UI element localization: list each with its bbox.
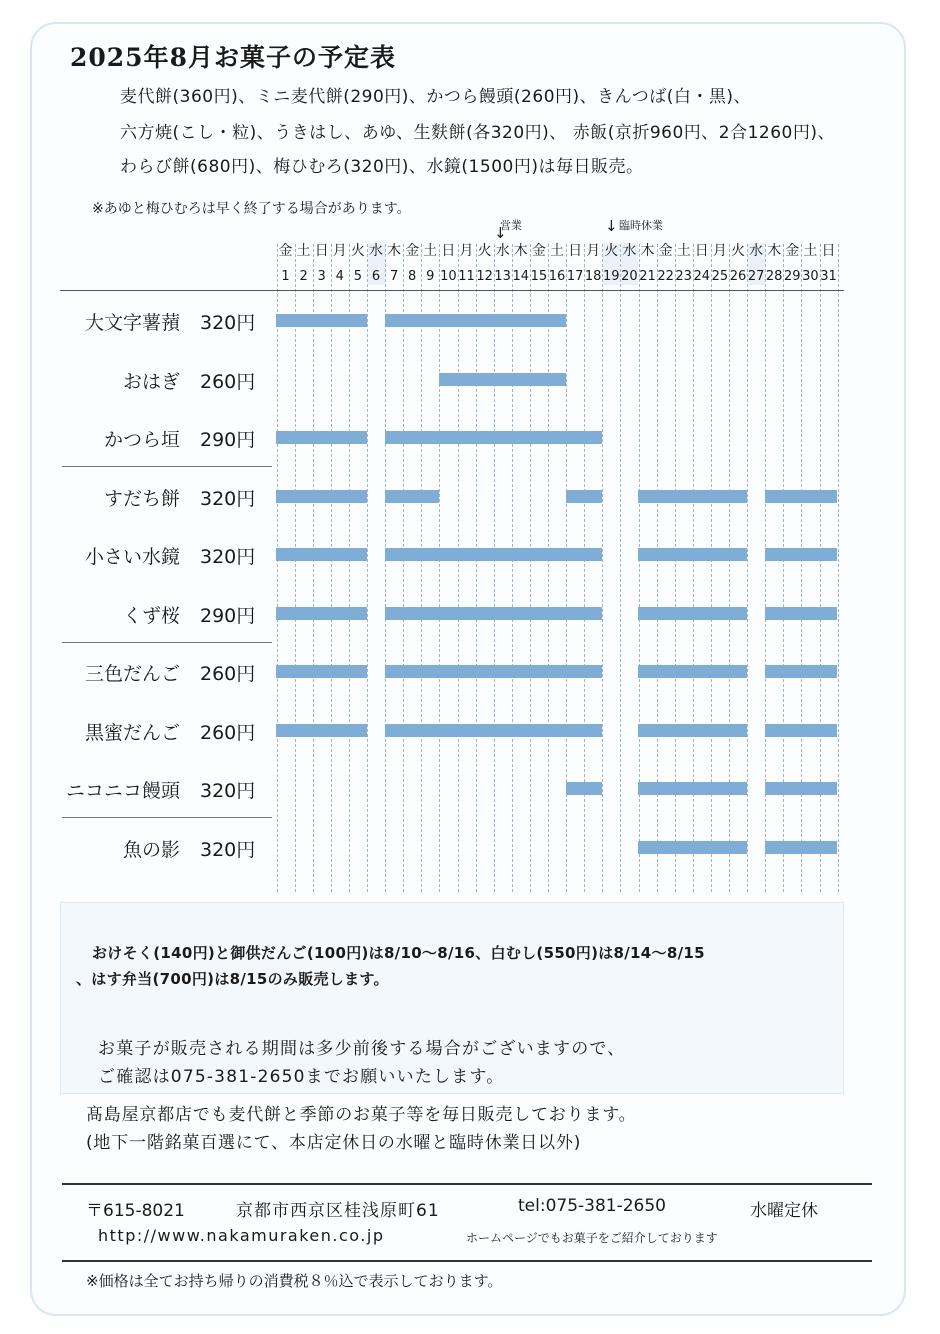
header-rule <box>60 290 844 291</box>
weekday-label: 木 <box>767 243 782 259</box>
item-name: ニコニコ饅頭 <box>65 780 180 802</box>
weekday-label: 金 <box>405 243 420 259</box>
weekday-label: 金 <box>658 243 673 259</box>
availability-bar <box>638 607 747 620</box>
day-number: 26 <box>729 269 747 284</box>
day-number: 31 <box>820 269 837 284</box>
item-name: 小さい水鏡 <box>84 546 180 568</box>
day-header-12 <box>476 243 493 285</box>
special-items-line-1: おけそく(140円)と御供だんご(100円)は8/10～8/16、白むし(550円)は8/14～8/15 <box>92 944 705 962</box>
day-number: 24 <box>693 269 711 284</box>
availability-bar <box>765 724 837 737</box>
notice-line-2: ご確認は075-381-2650までお願いいたします。 <box>98 1067 505 1087</box>
availability-bar <box>385 548 602 561</box>
day-number: 11 <box>458 269 475 284</box>
footer-bottom-rule <box>62 1260 872 1262</box>
day-header-8 <box>404 243 421 285</box>
holiday-note: 水曜定休 <box>750 1201 818 1221</box>
day-grid-line <box>331 244 332 892</box>
weekday-label: 金 <box>278 243 293 259</box>
availability-bar <box>765 548 837 561</box>
day-number: 25 <box>711 269 729 284</box>
day-header-1 <box>277 243 294 285</box>
weekday-label: 土 <box>550 243 564 259</box>
weekday-label: 日 <box>314 243 329 259</box>
daily-items-line-1: 麦代餅(360円)、ミニ麦代餅(290円)、かつら饅頭(260円)、きんつば(白・黒)、 <box>120 87 752 107</box>
availability-bar <box>566 490 602 503</box>
takashimaya-line-2: (地下一階銘菓百選にて、本店定休日の水曜と臨時休業日以外) <box>86 1133 582 1153</box>
day-header-31 <box>820 243 837 285</box>
availability-bar <box>638 841 747 854</box>
item-price: 260円 <box>200 663 256 685</box>
day-header-23 <box>675 243 692 285</box>
day-number: 22 <box>657 269 674 284</box>
day-number: 13 <box>494 269 511 284</box>
day-number: 17 <box>566 269 584 284</box>
day-grid-line <box>494 244 495 892</box>
daily-items-line-2: 六方焼(こし・粒)、うきはし、あゆ、生麩餅(各320円)、 赤飯(京折960円、2合1260円)、 <box>120 123 835 143</box>
weekday-label: 金 <box>785 243 800 259</box>
day-header-9 <box>422 243 439 285</box>
day-number: 15 <box>530 269 548 284</box>
availability-bar <box>765 665 837 678</box>
day-header-10 <box>440 243 457 285</box>
day-grid-line <box>747 244 748 892</box>
item-price: 320円 <box>200 312 256 334</box>
availability-bar <box>276 724 367 737</box>
item-name: 大文字薯蕷 <box>84 312 180 334</box>
availability-bar <box>385 314 566 327</box>
day-grid-line <box>439 244 440 892</box>
weekday-label: 日 <box>694 243 709 259</box>
availability-bar <box>276 607 367 620</box>
closed-flag-arrow-icon: ↓ <box>605 217 618 235</box>
availability-bar <box>439 373 566 386</box>
day-grid-line <box>838 244 839 892</box>
availability-bar <box>385 490 439 503</box>
weekday-label: 金 <box>531 243 546 259</box>
group-divider <box>62 817 272 818</box>
availability-bar <box>566 782 602 795</box>
day-header-19 <box>603 243 620 285</box>
item-price: 320円 <box>200 546 256 568</box>
tax-note: ※価格は全てお持ち帰りの消費税８％込で表示しております。 <box>86 1272 503 1290</box>
availability-bar <box>638 490 747 503</box>
day-number: 7 <box>389 269 399 284</box>
day-header-14 <box>512 243 529 285</box>
weekday-label: 火 <box>731 243 745 259</box>
availability-bar <box>638 782 747 795</box>
day-header-7 <box>386 243 403 285</box>
day-header-22 <box>657 243 674 285</box>
day-number: 23 <box>675 269 692 284</box>
day-header-26 <box>730 243 747 285</box>
group-divider <box>62 642 272 643</box>
day-header-3 <box>313 243 330 285</box>
availability-bar <box>276 665 367 678</box>
special-items-line-2: 、はす弁当(700円)は8/15のみ販売します。 <box>76 970 389 988</box>
weekday-label: 月 <box>712 243 727 259</box>
item-price: 320円 <box>200 780 256 802</box>
item-price: 290円 <box>200 429 256 451</box>
day-grid-line <box>313 244 314 892</box>
day-number: 19 <box>603 269 620 284</box>
weekday-label: 水 <box>622 243 637 259</box>
availability-bar <box>276 490 367 503</box>
early-end-note: ※あゆと梅ひむろは早く終了する場合があります。 <box>92 201 411 217</box>
day-grid-line <box>530 244 531 892</box>
address: 京都市西京区桂浅原町61 <box>236 1201 440 1221</box>
day-header-24 <box>693 243 710 285</box>
weekday-label: 日 <box>821 243 836 259</box>
day-header-30 <box>802 243 819 285</box>
day-grid-line <box>512 244 513 892</box>
day-grid-line <box>295 244 296 892</box>
postal-code: 〒615-8021 <box>86 1201 185 1221</box>
availability-bar <box>385 431 602 444</box>
day-grid-line <box>458 244 459 892</box>
day-number: 9 <box>426 269 435 284</box>
weekday-label: 木 <box>387 243 402 259</box>
availability-bar <box>638 548 747 561</box>
day-number: 1 <box>281 269 290 284</box>
day-header-6 <box>368 243 385 285</box>
day-number: 16 <box>548 269 566 284</box>
day-number: 20 <box>621 269 638 284</box>
availability-bar <box>385 665 602 678</box>
day-number: 28 <box>765 269 783 284</box>
weekday-label: 火 <box>350 243 365 259</box>
item-name: 魚の影 <box>122 838 180 861</box>
item-name: おはぎ <box>122 370 180 393</box>
day-number: 30 <box>802 269 819 284</box>
day-number: 21 <box>639 269 656 284</box>
weekday-label: 水 <box>369 243 383 259</box>
availability-bar <box>638 665 747 678</box>
day-header-28 <box>766 243 783 285</box>
day-number: 4 <box>335 269 344 284</box>
page-title: 2025年8月お菓子の予定表 <box>70 43 396 72</box>
day-number: 2 <box>299 269 308 284</box>
day-header-15 <box>530 243 547 285</box>
day-grid-line <box>403 244 404 892</box>
day-header-2 <box>295 243 312 285</box>
footer-top-rule <box>62 1183 872 1185</box>
weekday-label: 火 <box>604 243 619 259</box>
daily-items-line-3: わらび餅(680円)、梅ひむろ(320円)、水鏡(1500円)は毎日販売。 <box>120 157 644 177</box>
day-header-16 <box>549 243 566 285</box>
availability-bar <box>276 548 367 561</box>
day-header-4 <box>331 243 348 285</box>
day-header-11 <box>458 243 475 285</box>
day-grid-line <box>367 244 368 892</box>
availability-bar <box>385 607 602 620</box>
availability-bar <box>638 724 747 737</box>
day-grid-line <box>548 244 549 892</box>
item-price: 320円 <box>200 487 256 510</box>
weekday-label: 火 <box>477 243 492 259</box>
day-number: 12 <box>476 269 493 284</box>
day-number: 10 <box>440 269 457 284</box>
item-name: かつら垣 <box>103 429 180 451</box>
availability-bar <box>276 431 367 444</box>
day-number: 29 <box>784 269 801 284</box>
takashimaya-line-1: 髙島屋京都店でも麦代餅と季節のお菓子等を毎日販売しております。 <box>86 1105 637 1125</box>
day-header-18 <box>585 243 602 285</box>
day-grid-line <box>602 244 603 892</box>
weekday-label: 水 <box>495 243 510 259</box>
day-grid-line <box>620 244 621 892</box>
day-header-21 <box>639 243 656 285</box>
website-note: ホームページでもお菓子をご紹介しております <box>466 1231 718 1245</box>
item-name: 三色だんご <box>84 663 180 685</box>
availability-bar <box>765 782 837 795</box>
day-header-20 <box>621 243 638 285</box>
day-header-29 <box>784 243 801 285</box>
availability-bar <box>385 724 602 737</box>
day-number: 18 <box>584 269 602 284</box>
weekday-label: 月 <box>332 243 347 259</box>
day-grid-line <box>385 244 386 892</box>
day-grid-line <box>349 244 350 892</box>
weekday-label: 土 <box>803 243 818 259</box>
notice-line-1: お菓子が販売される期間は多少前後する場合がございますので、 <box>98 1039 626 1059</box>
day-header-25 <box>711 243 728 285</box>
day-grid-line <box>277 244 278 892</box>
day-number: 3 <box>317 269 326 284</box>
weekday-label: 土 <box>676 243 691 259</box>
weekday-label: 日 <box>568 243 583 259</box>
availability-bar <box>276 314 367 327</box>
open-flag-arrow-icon: ↓ <box>494 224 507 242</box>
open-flag-label: 営業 <box>500 219 522 232</box>
weekday-label: 月 <box>459 243 474 259</box>
phone: tel:075-381-2650 <box>518 1196 667 1216</box>
closed-flag-label: 臨時休業 <box>619 219 663 232</box>
weekday-label: 木 <box>513 243 528 259</box>
day-number: 6 <box>371 269 381 284</box>
weekday-label: 水 <box>749 243 764 259</box>
item-price: 260円 <box>200 721 256 744</box>
day-grid-line <box>421 244 422 892</box>
weekday-label: 月 <box>586 243 601 259</box>
day-number: 8 <box>408 269 417 284</box>
weekday-label: 土 <box>296 243 311 259</box>
day-number: 5 <box>353 269 363 284</box>
day-grid-line <box>476 244 477 892</box>
day-number: 14 <box>512 269 530 284</box>
day-number: 27 <box>747 269 765 284</box>
day-header-27 <box>748 243 765 285</box>
day-header-5 <box>349 243 366 285</box>
item-name: 黒蜜だんご <box>84 721 180 744</box>
item-price: 290円 <box>200 604 256 627</box>
day-header-13 <box>494 243 511 285</box>
item-name: すだち餅 <box>103 487 180 510</box>
day-header-17 <box>567 243 584 285</box>
availability-bar <box>765 607 837 620</box>
weekday-label: 日 <box>441 243 456 259</box>
availability-bar <box>765 841 837 854</box>
item-price: 260円 <box>200 370 256 393</box>
availability-bar <box>765 490 837 503</box>
item-price: 320円 <box>200 838 256 861</box>
weekday-label: 土 <box>423 243 438 259</box>
group-divider <box>62 466 272 467</box>
website-link[interactable]: http://www.nakamuraken.co.jp <box>98 1226 385 1245</box>
weekday-label: 木 <box>640 243 655 259</box>
item-name: くず桜 <box>122 604 180 627</box>
